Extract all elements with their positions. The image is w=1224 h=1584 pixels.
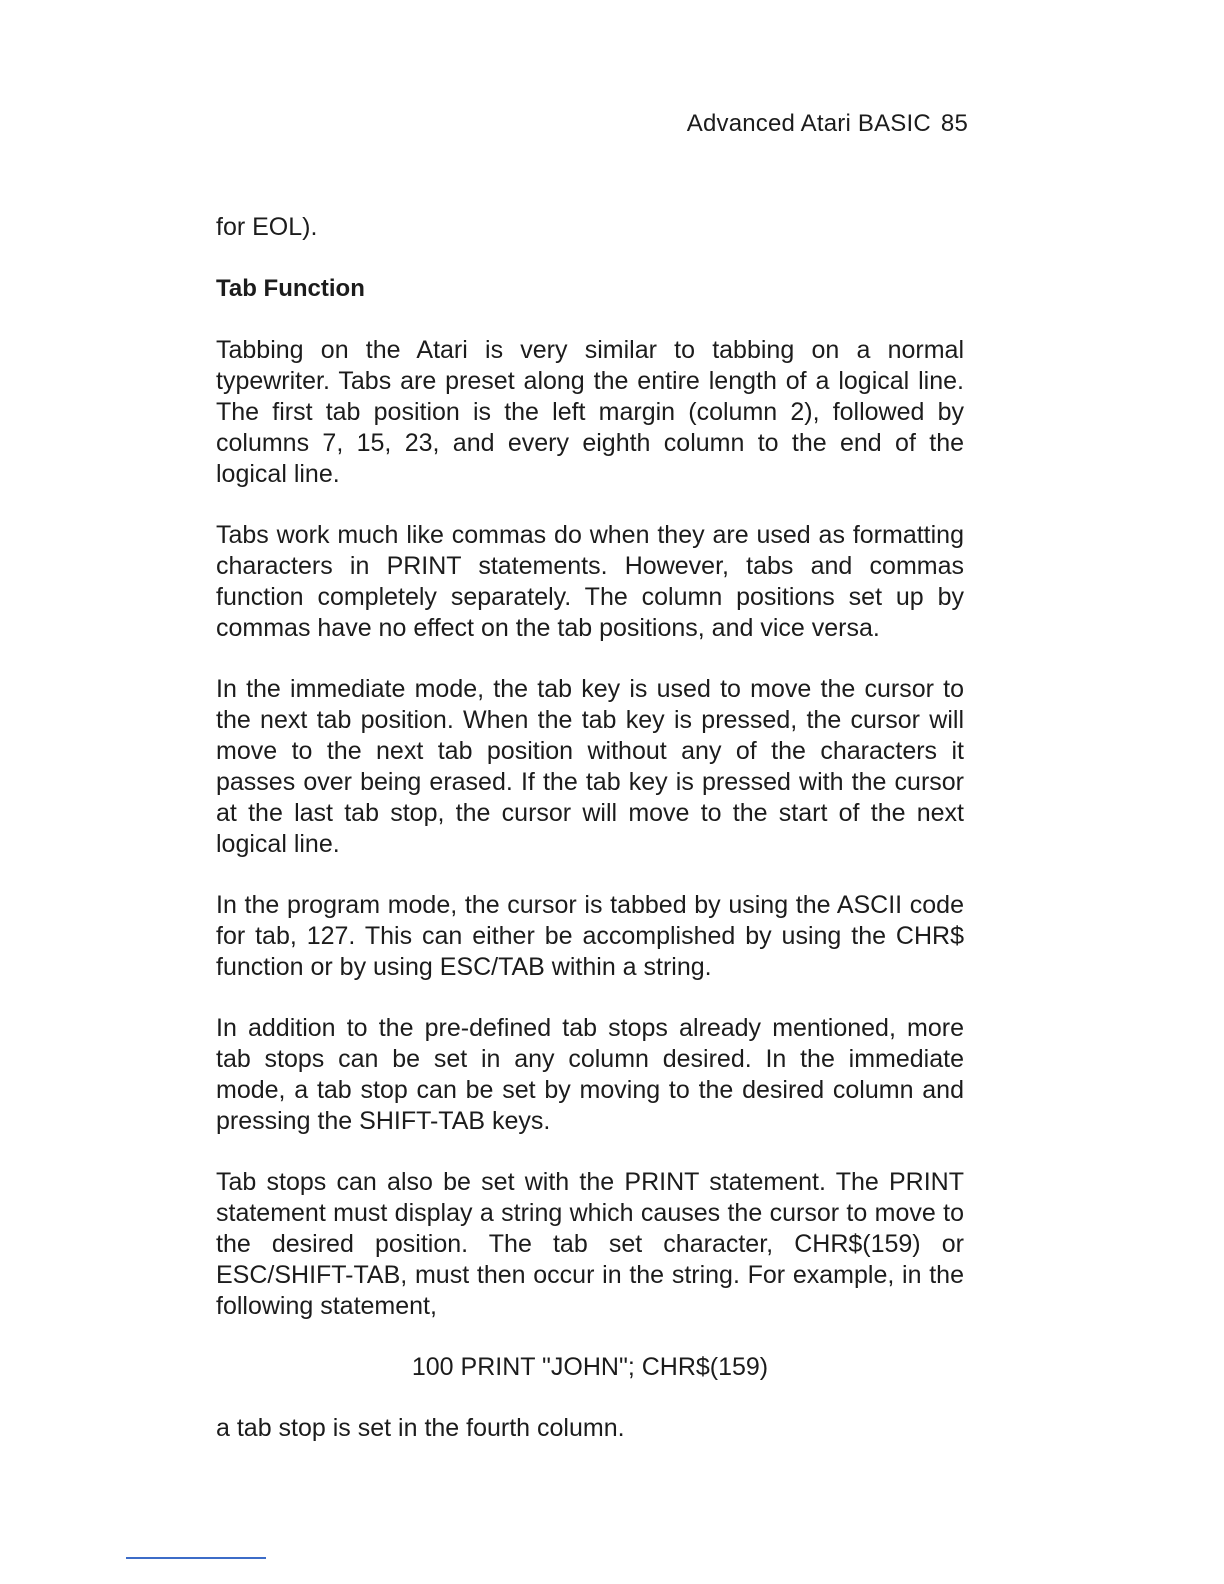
closing-sentence: a tab stop is set in the fourth column. [216,1414,625,1442]
continued-fragment: for EOL). [216,213,318,241]
page-body [216,212,964,1474]
page-number: 85 [940,110,968,137]
code-example: 100 PRINT "JOHN"; CHR$(159) [411,1353,769,1381]
footer-rule [126,1557,266,1559]
section-heading: Tab Function [216,275,365,302]
paragraph-immediate-mode: In the immediate mode, the tab key is used to move the cursor to the next tab position. When the tab key is pressed, the cursor will move to the next tab position without any of the characters it passes over being erased. If the tab key is pressed with the cursor at the last tab stop, the cursor will move to the start of the next logical line. [216,675,964,858]
paragraph-setting-tab-stops: In addition to the pre-defined tab stops already mentioned, more tab stops can be set in any column desired. In the immediate mode, a tab stop can be set by moving to the desired column and pressing the SHIFT-TAB keys. [216,1014,964,1135]
paragraph-tab-presets: Tabbing on the Atari is very similar to tabbing on a normal typewriter. Tabs are preset along the entire length of a logical line. The first tab position is the left margin (column 2), followed by columns 7, 15, 23, and every eighth column to the end of the logical line. [216,336,964,488]
paragraph-print-statement: Tab stops can also be set with the PRINT statement. The PRINT statement must display a string which causes the cursor to move to the desired position. The tab set character, CHR$(159) or ESC/SHIFT-TAB, must then occur in the string. For example, in the following statement, [216,1168,964,1320]
paragraph-tabs-vs-commas: Tabs work much like commas do when they are used as formatting characters in PRINT statements. However, tabs and commas function completely separately. The column positions set up by commas have no effect on the tab positions, and vice versa. [216,521,964,642]
running-header-title: Advanced Atari BASIC [686,110,931,137]
paragraph-program-mode: In the program mode, the cursor is tabbed by using the ASCII code for tab, 127. This can either be accomplished by using the CHR$ function or by using ESC/TAB within a string. [216,891,964,981]
running-header [687,110,968,138]
